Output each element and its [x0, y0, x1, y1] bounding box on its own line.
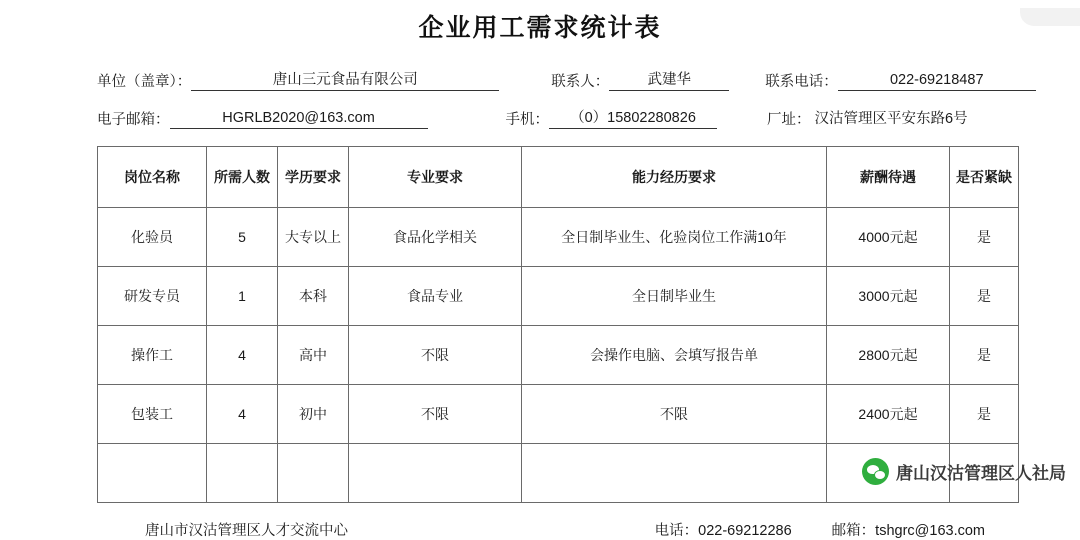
cell-urgent: 是: [950, 385, 1019, 444]
address-value: 汉沽管理区平安东路6号: [814, 111, 968, 127]
cell-position: 研发专员: [98, 267, 207, 326]
field-email: [97, 108, 428, 129]
header-row-2: [97, 108, 985, 129]
col-salary: 薪酬待遇: [827, 147, 950, 208]
cell-salary: 2800元起: [827, 326, 950, 385]
cell-major: [349, 444, 522, 503]
table-head: [98, 147, 1019, 208]
jobs-table: [97, 146, 1019, 503]
cell-urgent: 是: [950, 267, 1019, 326]
wechat-icon: [862, 458, 889, 485]
cell-education: 本科: [278, 267, 349, 326]
col-education: 学历要求: [278, 147, 349, 208]
cell-count: [207, 444, 278, 503]
cell-education: 大专以上: [278, 208, 349, 267]
cell-salary: 4000元起: [827, 208, 950, 267]
cell-experience: 会操作电脑、会填写报告单: [522, 326, 827, 385]
cell-count: 1: [207, 267, 278, 326]
footer-phone: 电话：022-69212286: [654, 523, 792, 539]
cell-count: 4: [207, 385, 278, 444]
field-telephone: [765, 70, 1036, 91]
telephone-label: 联系电话：: [765, 74, 838, 90]
table-row: [98, 326, 1019, 385]
page-title: 企业用工需求统计表: [418, 14, 662, 42]
cell-experience: [522, 444, 827, 503]
field-mobile: [506, 108, 718, 129]
col-urgent: 是否紧缺: [950, 147, 1019, 208]
email-label: 电子邮箱：: [97, 112, 170, 128]
unit-value: 唐山三元食品有限公司: [191, 72, 499, 91]
cell-salary: 3000元起: [827, 267, 950, 326]
cell-major: 食品专业: [349, 267, 522, 326]
cell-position: [98, 444, 207, 503]
table-header-row: [98, 147, 1019, 208]
cell-position: 化验员: [98, 208, 207, 267]
col-count: 所需人数: [207, 147, 278, 208]
table-row: [98, 385, 1019, 444]
col-major: 专业要求: [349, 147, 522, 208]
contact-value: 武建华: [609, 72, 729, 91]
wechat-watermark: [862, 458, 1066, 485]
cell-position: 操作工: [98, 326, 207, 385]
header-fields: [0, 70, 1080, 129]
email-value: HGRLB2020@163.com: [170, 110, 428, 129]
table-row: [98, 267, 1019, 326]
address-label: 厂址：: [767, 112, 811, 128]
jobs-table-wrap: [97, 146, 1012, 503]
cell-salary: 2400元起: [827, 385, 950, 444]
cell-experience: 全日制毕业生: [522, 267, 827, 326]
footer-center-name: 唐山市汉沽管理区人才交流中心: [145, 523, 348, 539]
cell-urgent: 是: [950, 326, 1019, 385]
unit-label: 单位（盖章）：: [97, 74, 192, 90]
cell-count: 4: [207, 326, 278, 385]
field-address: [767, 108, 972, 129]
cell-education: 高中: [278, 326, 349, 385]
cell-position: 包装工: [98, 385, 207, 444]
field-contact: [551, 70, 729, 91]
cell-education: [278, 444, 349, 503]
mobile-value: （0）15802280826: [549, 110, 717, 129]
cell-major: 不限: [349, 385, 522, 444]
contact-label: 联系人：: [551, 74, 610, 90]
footer-contacts: [655, 519, 985, 540]
table-row: [98, 208, 1019, 267]
wechat-account-name: 唐山汉沽管理区人社局: [896, 464, 1066, 483]
cell-major: 不限: [349, 326, 522, 385]
cell-experience: 不限: [522, 385, 827, 444]
cell-experience: 全日制毕业生、化验岗位工作满10年: [522, 208, 827, 267]
footer-email: 邮箱：tshgrc@163.com: [831, 523, 985, 539]
cell-major: 食品化学相关: [349, 208, 522, 267]
cell-count: 5: [207, 208, 278, 267]
header-row-1: [97, 70, 985, 91]
page-corner-decoration: [1020, 8, 1080, 26]
cell-education: 初中: [278, 385, 349, 444]
cell-urgent: 是: [950, 208, 1019, 267]
col-position: 岗位名称: [98, 147, 207, 208]
field-unit: [97, 70, 499, 91]
col-experience: 能力经历要求: [522, 147, 827, 208]
mobile-label: 手机：: [505, 112, 549, 128]
document-page: [0, 8, 1080, 537]
document-footer: [0, 519, 1080, 540]
telephone-value: 022-69218487: [838, 72, 1036, 91]
